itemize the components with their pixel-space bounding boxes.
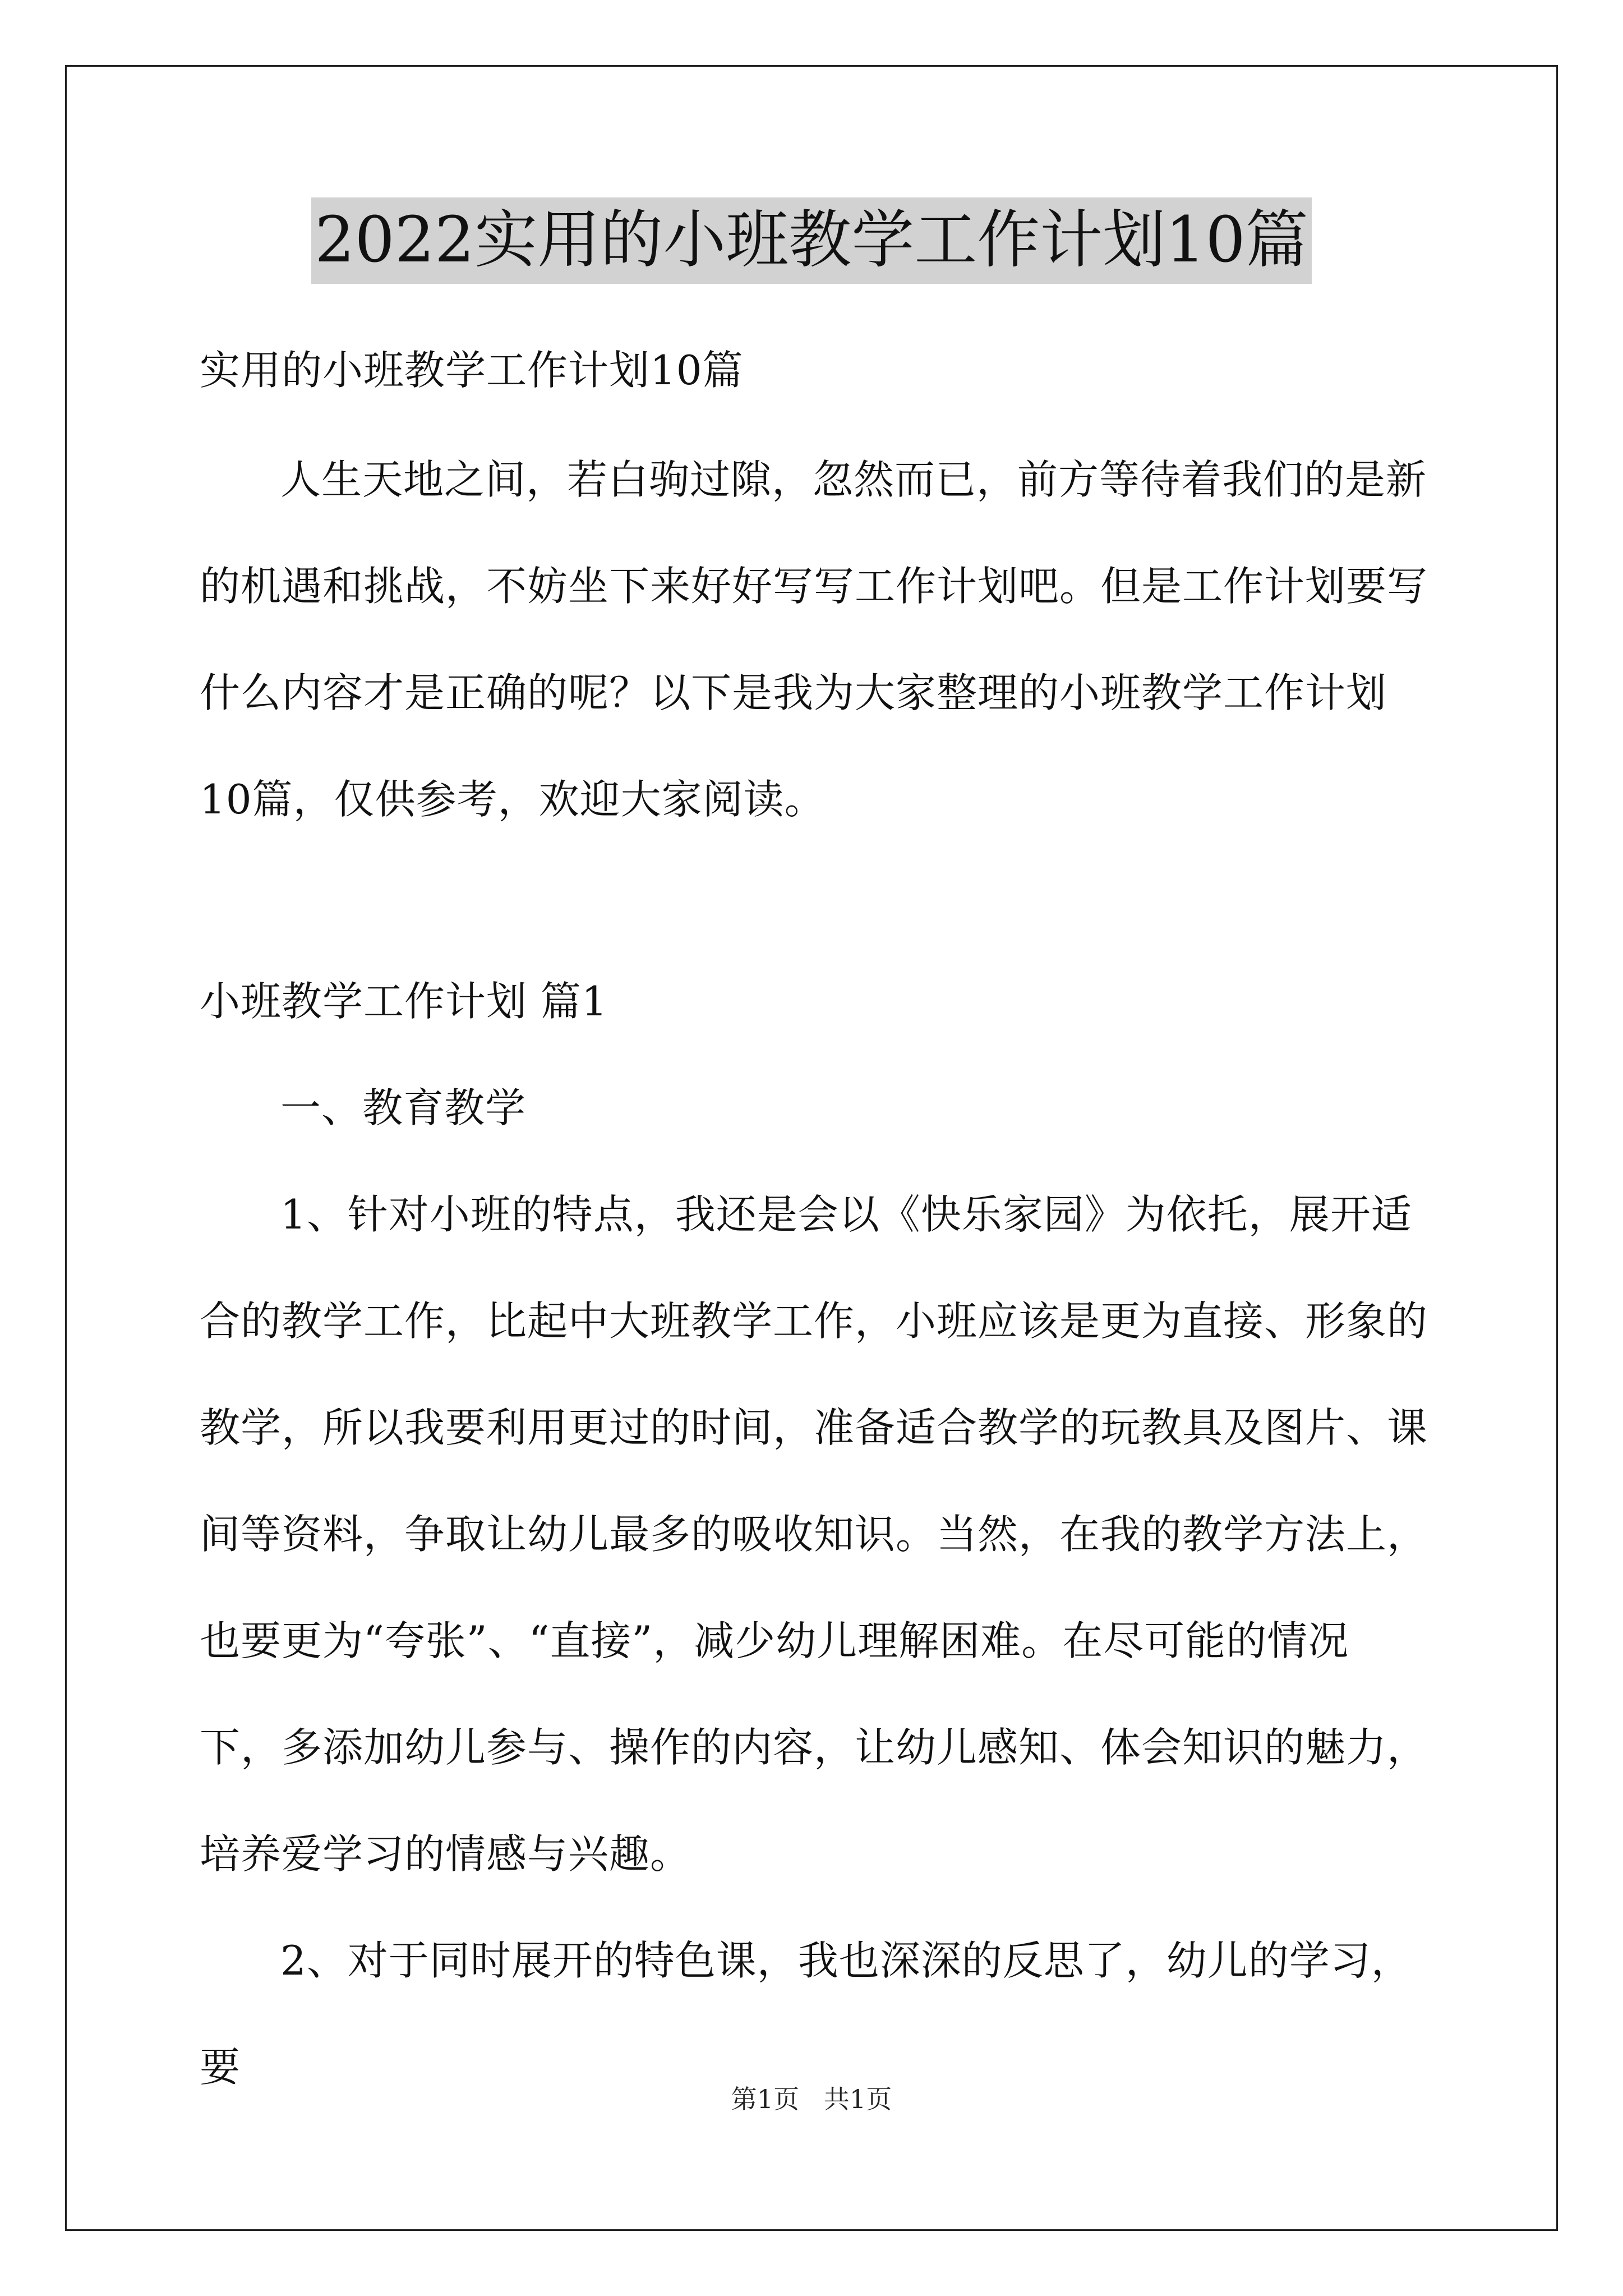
section-gap <box>200 853 1428 948</box>
paragraph-1: 1、针对小班的特点，我还是会以《快乐家园》为依托，展开适合的教学工作，比起中大班教学工作，小班应该是更为直接、形象的教学，所以我要利用更过的时间，准备适合教学的玩教具及图片、课间等资料，争取让幼儿最多的吸收知识。当然，在我的教学方法上，也要更为“夸张”、“直接”，减少幼儿理解困难。在尽可能的情况下，多添加幼儿参与、操作的内容，让幼儿感知、体会知识的魅力，培养爱学习的情感与兴趣。 <box>200 1191 1428 1878</box>
page-footer: 第1页 共1页 <box>731 2084 892 2114</box>
title-area <box>0 197 1623 284</box>
document-body <box>200 314 1428 2120</box>
intro-paragraph: 人生天地之间，若白驹过隙，忽然而已，前方等待着我们的是新的机遇和挑战，不妨坐下来好好写写工作计划吧。但是工作计划要写什么内容才是正确的呢？以下是我为大家整理的小班教学工作计划10篇，仅供参考，欢迎大家阅读。 <box>200 456 1428 823</box>
section-heading: 小班教学工作计划 篇1 <box>200 978 608 1025</box>
document-title: 2022实用的小班教学工作计划10篇 <box>311 197 1312 284</box>
section-subheading: 一、教育教学 <box>280 1084 527 1131</box>
paragraph-2: 2、对于同时展开的特色课，我也深深的反思了，幼儿的学习，要 <box>200 1937 1412 2091</box>
document-subtitle: 实用的小班教学工作计划10篇 <box>200 347 744 394</box>
